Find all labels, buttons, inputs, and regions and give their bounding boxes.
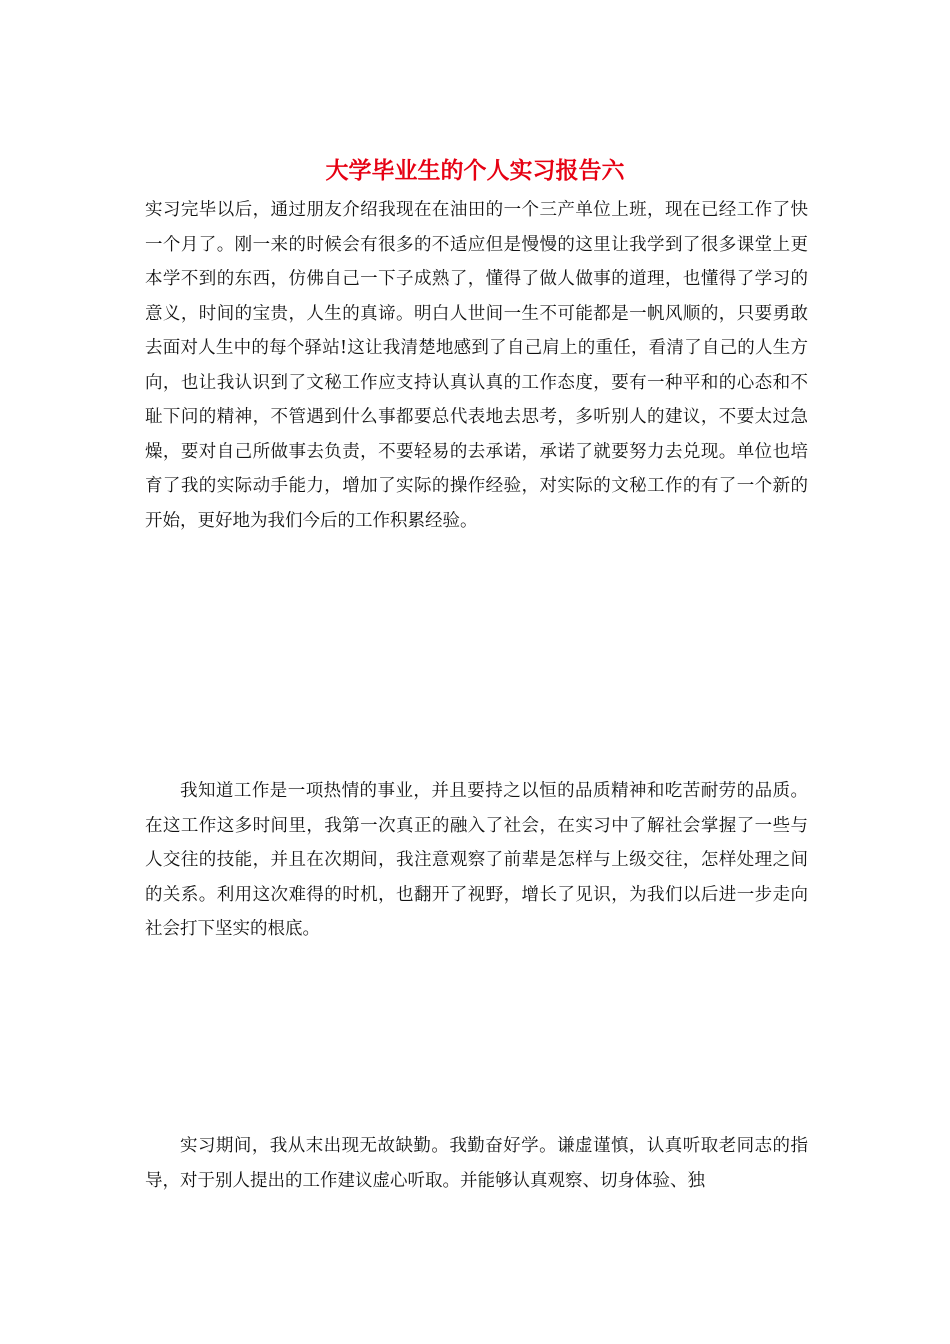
paragraph-2: 我知道工作是一项热情的事业，并且要持之以恒的品质精神和吃苦耐劳的品质。在这工作这多时间里，我第一次真正的融入了社会，在实习中了解社会掌握了一些与人交往的技能，并且在次期间，我注意观察了前辈是怎样与上级交往，怎样处理之间的关系。利用这次难得的时机，也翻开了视野，增长了见识，为我们以后进一步走向社会打下坚实的根底。 (145, 781, 808, 939)
paragraph-3: 实习期间，我从末出现无故缺勤。我勤奋好学。谦虚谨慎，认真听取老同志的指导，对于别人提出的工作建议虚心听取。并能够认真观察、切身体验、独 (145, 1136, 808, 1191)
paragraph-1: 实习完毕以后，通过朋友介绍我现在在油田的一个三产单位上班，现在已经工作了快一个月了。刚一来的时候会有很多的不适应但是慢慢的这里让我学到了很多课堂上更本学不到的东西，仿佛自己一下子成熟了，懂得了做人做事的道理，也懂得了学习的意义，时间的宝贵，人生的真谛。明白人世间一生不可能都是一帆风顺的，只要勇敢去面对人生中的每个驿站!这让我清楚地感到了自己肩上的重任，看清了自己的人生方向，也让我认识到了文秘工作应支持认真认真的工作态度，要有一种平和的心态和不耻下问的精神，不管遇到什么事都要总代表地去思考，多听别人的建议，不要太过急燥，要对自己所做事去负责，不要轻易的去承诺，承诺了就要努力去兑现。单位也培育了我的实际动手能力，增加了实际的操作经验，对实际的文秘工作的有了一个新的开始，更好地为我们今后的工作积累经验。 (145, 200, 808, 531)
document-title: 大学毕业生的个人实习报告六 (325, 157, 625, 184)
